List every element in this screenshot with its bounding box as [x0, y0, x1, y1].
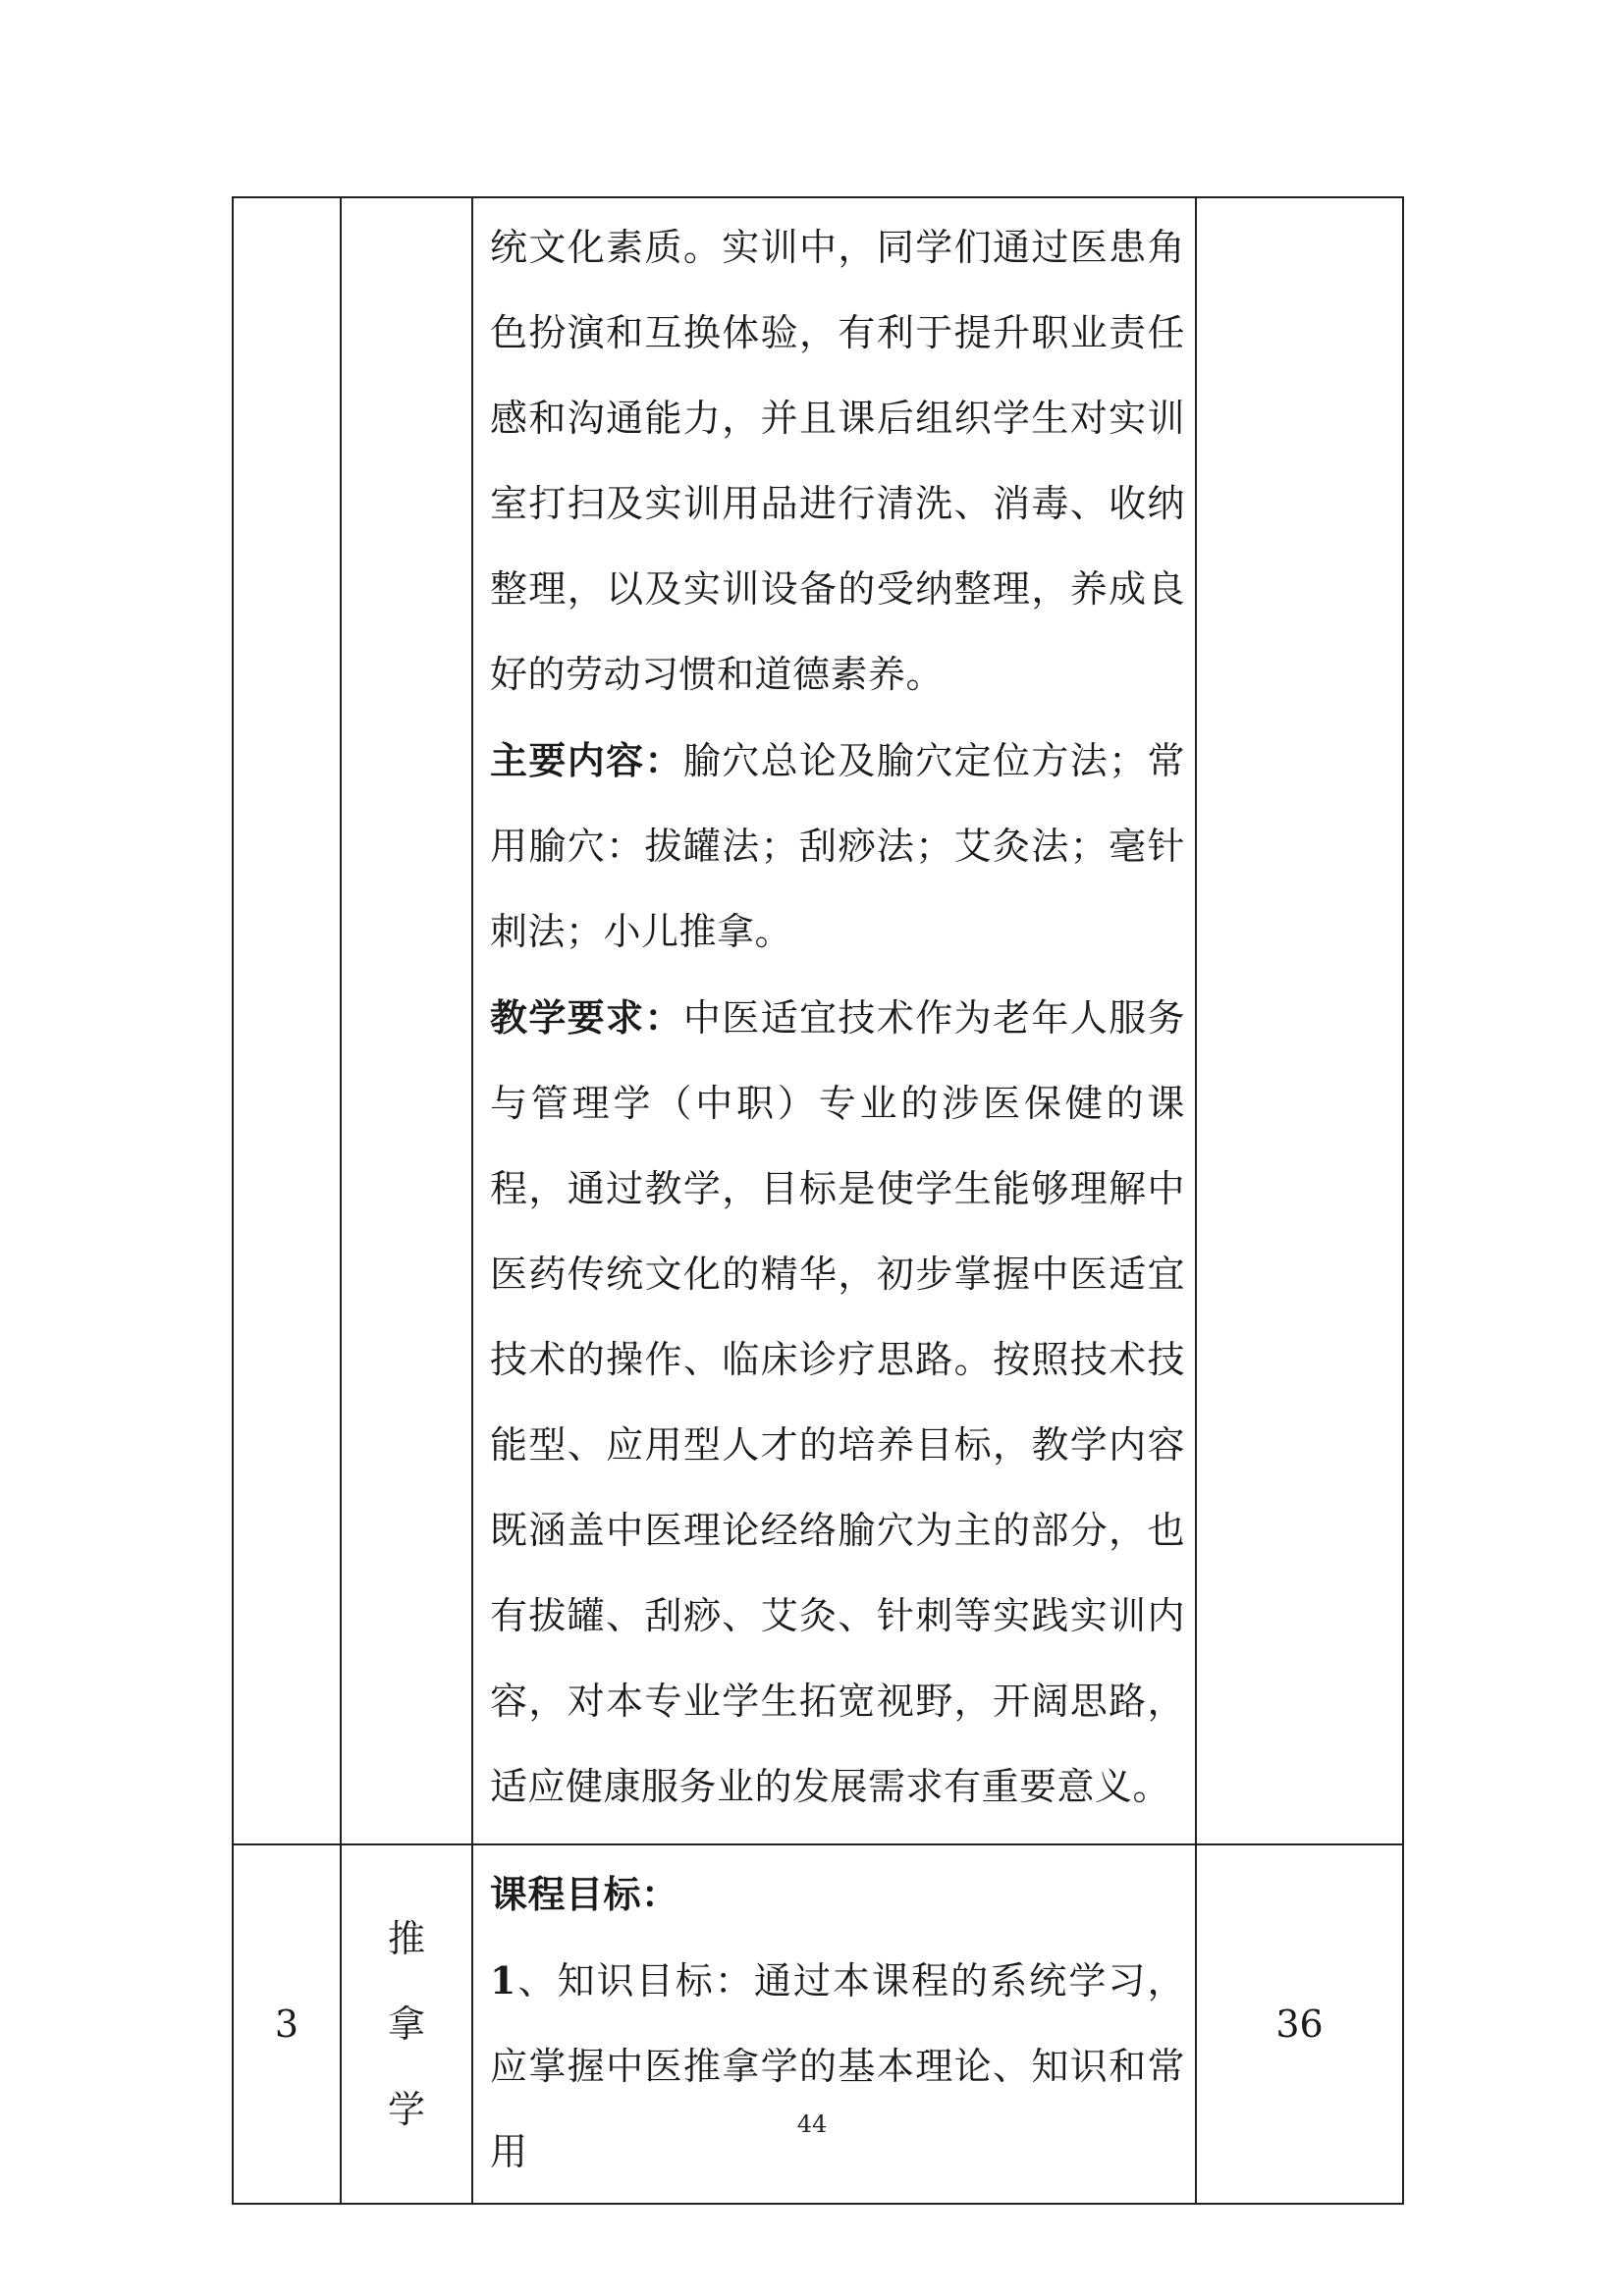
- content-paragraph: [490, 204, 1185, 718]
- paragraph-text: 统文化素质。实训中，同学们通过医患角色扮演和互换体验，有利于提升职业责任感和沟通能力，并且课后组织学生对实训室打扫及实训用品进行清洗、消毒、收纳整理，以及实训设备的受纳整理，养成良好的劳动习惯和道德素养。: [490, 226, 1185, 696]
- course-hours-cell: [1196, 1844, 1403, 2204]
- course-name-cell: [341, 197, 472, 1844]
- paragraph-label: 教学要求：: [490, 995, 683, 1040]
- course-index-cell: [233, 1844, 341, 2204]
- content-paragraph: [490, 1938, 1185, 2195]
- paragraph-text: 中医适宜技术作为老年人服务与管理学（中职）专业的涉医保健的课程，通过教学，目标是使学生能够理解中医药传统文化的精华，初步掌握中医适宜技术的操作、临床诊疗思路。按照技术技能型、应用型人才的培养目标，教学内容既涵盖中医理论经络腧穴为主的部分，也有拔罐、刮痧、艾灸、针刺等实践实训内容，对本专业学生拓宽视野，开阔思路，适应健康服务业的发展需求有重要意义。: [490, 996, 1185, 1808]
- course-name-char: 学: [387, 2087, 425, 2131]
- course-name-cell: [341, 1844, 472, 2204]
- paragraph-text: 腧穴总论及腧穴定位方法；常用腧穴：拔罐法；刮痧法；艾灸法；毫针刺法；小儿推拿。: [490, 739, 1185, 953]
- paragraph-label: 1: [490, 1958, 516, 2002]
- content-paragraph: [490, 975, 1185, 1830]
- content-paragraph: [490, 718, 1185, 975]
- course-content-cell: [472, 1844, 1196, 2204]
- course-index: 3: [274, 2002, 299, 2046]
- course-content-cell: [472, 197, 1196, 1844]
- course-index-cell: [233, 197, 341, 1844]
- course-hours: 36: [1275, 2002, 1324, 2046]
- course-name-char: 拿: [387, 2002, 425, 2046]
- table-row: [233, 1844, 1403, 2204]
- paragraph-text: 、知识目标：通过本课程的系统学习，应掌握中医推拿学的基本理论、知识和常用: [490, 1959, 1185, 2173]
- course-table: [232, 196, 1404, 2205]
- course-name-char: 推: [387, 1916, 425, 1960]
- content-paragraph: [490, 1851, 1185, 1938]
- page-number: 44: [796, 2110, 828, 2138]
- paragraph-label: 主要内容：: [490, 738, 683, 782]
- course-hours-cell: [1196, 197, 1403, 1844]
- paragraph-label: 课程目标：: [490, 1872, 679, 1916]
- table-row: [233, 197, 1403, 1844]
